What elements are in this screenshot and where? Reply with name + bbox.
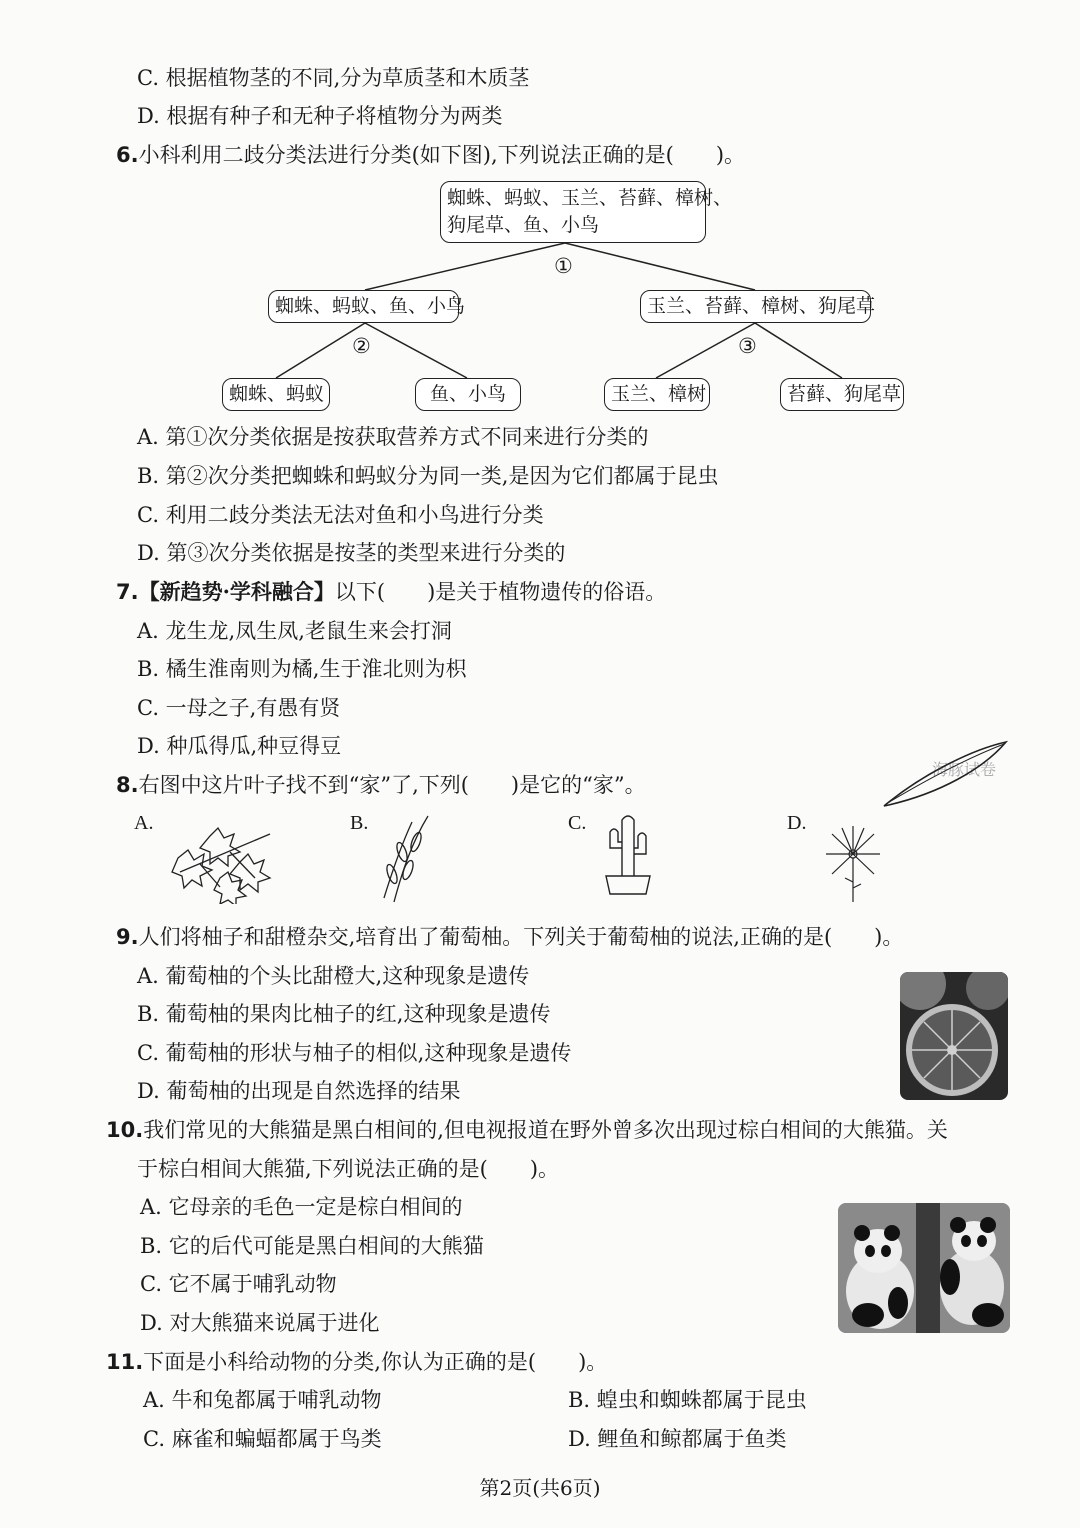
clustered-leaves-icon [160, 812, 290, 904]
q6-number: 6. [116, 143, 139, 167]
q8-number: 8. [116, 773, 139, 797]
q7-option-b: B. 橘生淮南则为橘,生于淮北则为枳 [137, 657, 467, 681]
willow-leaf-icon [880, 738, 1010, 810]
spider-ant-node: 蜘蛛、蚂蚁 [222, 378, 330, 411]
q5-option-d: D. 根据有种子和无种子将植物分为两类 [137, 104, 503, 128]
step-2-marker: ② [352, 334, 371, 358]
q8-stem-line [116, 771, 646, 799]
q11-option-b: B. 蝗虫和蜘蛛都属于昆虫 [568, 1388, 807, 1412]
q8-label-a: A. [134, 812, 154, 834]
q6-option-d: D. 第③次分类依据是按茎的类型来进行分类的 [137, 541, 566, 565]
root-node-line1: 蜘蛛、蚂蚁、玉兰、苔藓、樟树、 [447, 187, 733, 209]
step-3-marker: ③ [738, 334, 757, 358]
q10-option-d: D. 对大熊猫来说属于进化 [140, 1311, 380, 1335]
page-number: 第2页(共6页) [479, 1476, 601, 1500]
q10-option-b: B. 它的后代可能是黑白相间的大熊猫 [140, 1234, 484, 1258]
grapefruit-photo [900, 972, 1008, 1100]
q7-option-a: A. 龙生龙,凤生凤,老鼠生来会打洞 [137, 619, 452, 643]
step-1-marker: ① [554, 254, 573, 278]
root-node [440, 181, 733, 243]
q11-stem: 下面是小科给动物的分类,你认为正确的是( )。 [143, 1350, 608, 1374]
q8-label-d: D. [787, 812, 807, 834]
q7-stem-line [116, 578, 666, 606]
watermark-text: 海豚试卷 [932, 760, 997, 779]
q10-option-c: C. 它不属于哺乳动物 [140, 1272, 337, 1296]
q9-option-b: B. 葡萄柚的果肉比柚子的红,这种现象是遗传 [137, 1002, 551, 1026]
panda-photo [838, 1203, 1010, 1333]
q11-option-d: D. 鲤鱼和鲸都属于鱼类 [568, 1427, 787, 1451]
q9-option-c: C. 葡萄柚的形状与柚子的相似,这种现象是遗传 [137, 1041, 572, 1065]
q9-option-a: A. 葡萄柚的个头比甜橙大,这种现象是遗传 [137, 964, 530, 988]
q11-number: 11. [106, 1350, 144, 1374]
magnolia-camphor-node: 玉兰、樟树 [604, 378, 710, 411]
q10-stem-part1: 我们常见的大熊猫是黑白相间的,但电视报道在野外曾多次出现过棕白相间的大熊猫。关 [143, 1118, 948, 1142]
potted-cactus-icon [596, 808, 660, 898]
q10-stem-line2: 于棕白相间大熊猫,下列说法正确的是( )。 [137, 1157, 560, 1181]
root-node-line2: 狗尾草、鱼、小鸟 [447, 214, 600, 236]
q10-option-a: A. 它母亲的毛色一定是棕白相间的 [140, 1195, 463, 1219]
willow-branch-icon [372, 812, 436, 904]
q6-option-b: B. 第②次分类把蜘蛛和蚂蚁分为同一类,是因为它们都属于昆虫 [137, 464, 719, 488]
q6-option-a: A. 第①次分类依据是按获取营养方式不同来进行分类的 [137, 425, 649, 449]
q6-option-c: C. 利用二歧分类法无法对鱼和小鸟进行分类 [137, 503, 544, 527]
q9-stem-line [116, 923, 903, 951]
q7-number: 7. [116, 580, 139, 604]
animals-node: 蜘蛛、蚂蚁、鱼、小鸟 [268, 290, 459, 323]
q11-stem-line [106, 1348, 607, 1376]
q8-label-c: C. [568, 812, 587, 834]
q10-stem-line1 [106, 1116, 948, 1144]
dandelion-icon [820, 822, 886, 904]
q8-label-b: B. [350, 812, 369, 834]
q7-stem: 以下( )是关于植物遗传的俗语。 [334, 580, 667, 604]
q9-stem: 人们将柚子和甜橙杂交,培育出了葡萄柚。下列关于葡萄柚的说法,正确的是( )。 [138, 925, 904, 949]
q9-option-d: D. 葡萄柚的出现是自然选择的结果 [137, 1079, 461, 1103]
q9-number: 9. [116, 925, 139, 949]
q6-stem: 小科利用二歧分类法进行分类(如下图),下列说法正确的是( )。 [138, 143, 746, 167]
q7-option-d: D. 种瓜得瓜,种豆得豆 [137, 734, 342, 758]
plants-node: 玉兰、苔藓、樟树、狗尾草 [640, 290, 871, 323]
q7-tag: 【新趋势·学科融合】 [138, 579, 335, 604]
q11-option-c: C. 麻雀和蝙蝠都属于鸟类 [143, 1427, 382, 1451]
q11-option-a: A. 牛和兔都属于哺乳动物 [143, 1388, 382, 1412]
fish-bird-node: 鱼、小鸟 [415, 378, 521, 411]
q5-option-c: C. 根据植物茎的不同,分为草质茎和木质茎 [137, 66, 530, 90]
moss-foxtail-node: 苔藓、狗尾草 [780, 378, 904, 411]
q10-number: 10. [106, 1118, 144, 1142]
q8-stem: 右图中这片叶子找不到“家”了,下列( )是它的“家”。 [138, 773, 646, 797]
q7-option-c: C. 一母之子,有愚有贤 [137, 696, 341, 720]
